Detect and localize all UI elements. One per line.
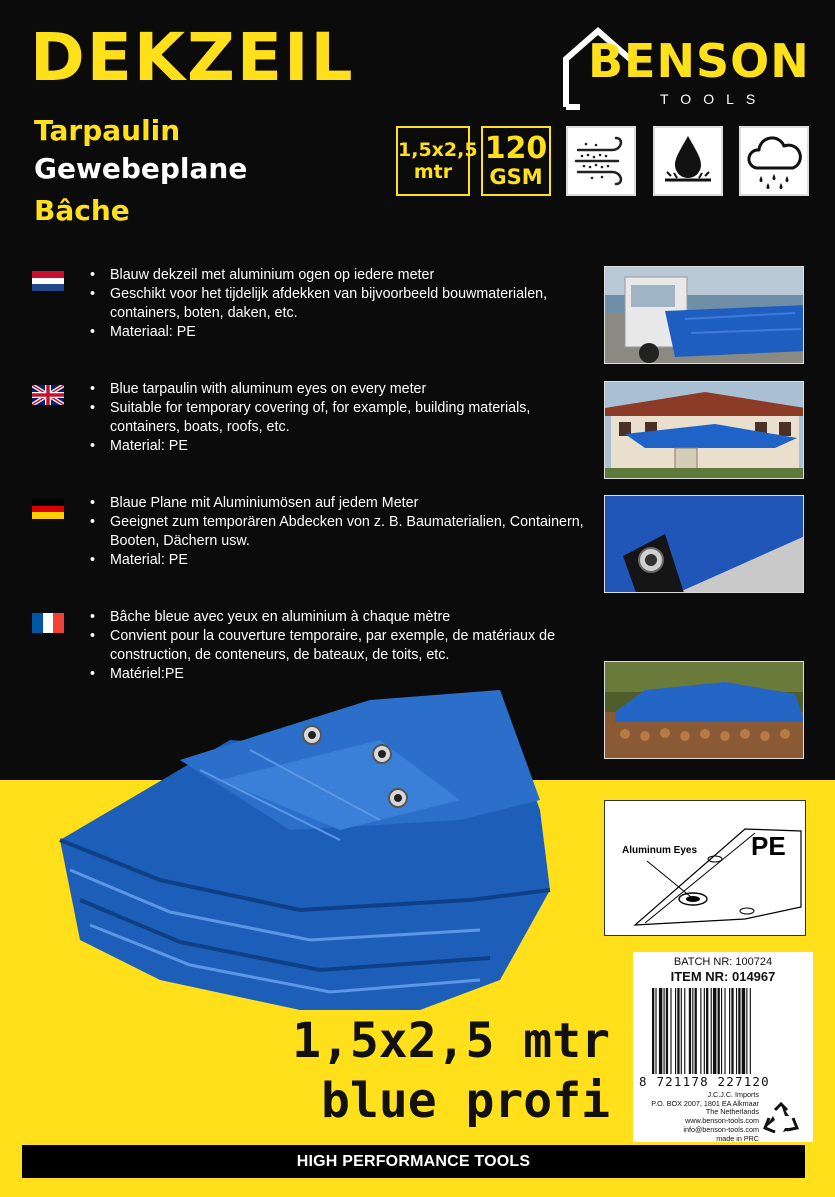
waterproof-drop-icon — [653, 126, 723, 196]
france-flag-icon — [32, 613, 64, 633]
size-badge — [396, 126, 478, 196]
brand-tag: TOOLS — [660, 91, 768, 107]
subtitle-german: Gewebeplane — [34, 152, 248, 185]
germany-flag-icon — [32, 499, 64, 519]
eyelet-diagram — [604, 800, 806, 936]
address-line: www.benson-tools.com — [685, 1116, 759, 1126]
brand-name: BENSON — [588, 34, 810, 88]
subtitle-french: Bâche — [34, 194, 130, 227]
gsm-badge-value: 120 — [484, 131, 548, 166]
recycle-icon — [763, 1102, 799, 1136]
bullet-list-dutch — [90, 266, 600, 342]
list-item: • Blaue Plane mit Aluminiumösen auf jedem Meter — [90, 494, 600, 513]
footer-banner: HIGH PERFORMANCE TOOLS — [22, 1145, 805, 1178]
bullet-list-french — [90, 608, 600, 684]
rain-cloud-icon — [739, 126, 809, 196]
diagram-label: Aluminum Eyes — [622, 845, 698, 856]
list-item: • Blauw dekzeil met aluminium ogen op iedere meter — [90, 266, 600, 285]
barcode-label — [633, 952, 813, 1142]
size-badge-value: 1,5x2,5 — [398, 139, 478, 161]
barcode-digits: 8 721178 227120 — [639, 1074, 770, 1089]
bullet-list-english — [90, 380, 600, 456]
list-item: • Matériel:PE — [90, 665, 600, 684]
gsm-badge — [481, 126, 551, 196]
weather-resistant-icon — [566, 126, 636, 196]
photo-truck-covered — [604, 266, 804, 364]
bullet-list-german — [90, 494, 600, 570]
photo-house-roof — [604, 381, 804, 479]
list-item: • Bâche bleue avec yeux en aluminium à chaque mètre — [90, 608, 600, 627]
list-item: • Geschikt voor het tijdelijk afdekken van bijvoorbeeld bouwmaterialen, containers, boten, daken, etc. — [90, 285, 600, 323]
folded-tarp-image — [40, 680, 600, 1020]
product-variant: blue profi — [321, 1073, 610, 1129]
address-line: P.O. BOX 2007, 1801 EA Alkmaar — [651, 1098, 759, 1108]
address-line: J.C.J.C. Imports — [707, 1090, 759, 1099]
photo-tarp-eyelet-closeup — [604, 495, 804, 593]
address-line: The Netherlands — [705, 1107, 759, 1117]
photo-woodpile-covered — [604, 661, 804, 759]
list-item: • Materiaal: PE — [90, 323, 600, 342]
list-item: • Geeignet zum temporären Abdecken von z. B. Baumaterialien, Containern, Booten, Dächern usw. — [90, 513, 600, 551]
brand-logo — [560, 25, 810, 115]
uk-flag-icon — [32, 385, 64, 405]
address-line: made in PRC — [716, 1133, 759, 1143]
list-item: • Material: PE — [90, 437, 600, 456]
product-size: 1,5x2,5 mtr — [292, 1013, 610, 1069]
importer-address — [651, 1091, 759, 1143]
page-title: DEKZEIL — [30, 19, 355, 96]
item-number: ITEM NR: 014967 — [670, 969, 776, 984]
gsm-badge-unit: GSM — [489, 165, 543, 189]
subtitle-english: Tarpaulin — [34, 114, 181, 147]
batch-number: BATCH NR: 100724 — [673, 956, 773, 968]
list-item: • Convient pour la couverture temporaire, par exemple, de matériaux de construction, de conteneurs, de bateaux, de toits, etc. — [90, 627, 600, 665]
diagram-material: PE — [751, 831, 786, 861]
barcode-icon — [651, 988, 801, 1076]
list-item: • Blue tarpaulin with aluminum eyes on every meter — [90, 380, 600, 399]
netherlands-flag-icon — [32, 271, 64, 291]
size-badge-unit: mtr — [413, 161, 453, 183]
list-item: • Suitable for temporary covering of, for example, building materials, containers, boats, roofs, etc. — [90, 399, 600, 437]
list-item: • Material: PE — [90, 551, 600, 570]
address-line: info@benson-tools.com — [683, 1124, 759, 1134]
